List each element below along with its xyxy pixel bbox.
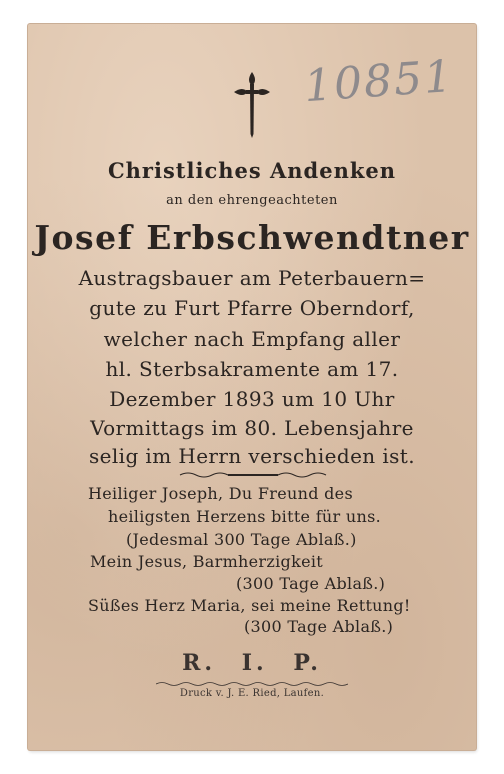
body-line: hl. Sterbsakramente am 17. bbox=[105, 357, 399, 381]
ornamental-divider bbox=[178, 470, 328, 480]
printer-rule bbox=[156, 681, 348, 687]
card-subheading: an den ehrengeachteten bbox=[166, 193, 338, 208]
deceased-name: Josef Erbschwendtner bbox=[34, 218, 470, 257]
prayer-line: Süßes Herz Maria, sei meine Rettung! bbox=[88, 596, 411, 615]
body-line: Austragsbauer am Peterbauern= bbox=[78, 266, 426, 290]
printer-imprint: Druck v. J. E. Ried, Laufen. bbox=[179, 688, 325, 699]
prayer-line: heiligsten Herzens bitte für uns. bbox=[108, 507, 381, 526]
body-line: selig im Herrn verschieden ist. bbox=[88, 444, 415, 468]
prayer-line: (300 Tage Ablaß.) bbox=[236, 574, 386, 593]
prayer-line: Mein Jesus, Barmherzigkeit bbox=[90, 552, 323, 571]
body-line: Dezember 1893 um 10 Uhr bbox=[109, 387, 395, 411]
prayer-line: (300 Tage Ablaß.) bbox=[244, 617, 394, 636]
rip-text: R. I. P. bbox=[182, 650, 322, 676]
card-heading: Christliches Andenken bbox=[107, 158, 397, 183]
prayer-line: (Jedesmal 300 Tage Ablaß.) bbox=[126, 530, 357, 549]
prayer-line: Heiliger Joseph, Du Freund des bbox=[88, 484, 353, 503]
ornamental-cross-icon bbox=[232, 70, 272, 140]
handwritten-catalog-number: 10851 bbox=[302, 50, 456, 113]
body-line: welcher nach Empfang aller bbox=[103, 327, 401, 351]
body-line: Vormittags im 80. Lebensjahre bbox=[90, 416, 414, 440]
body-line: gute zu Furt Pfarre Oberndorf, bbox=[89, 296, 415, 320]
